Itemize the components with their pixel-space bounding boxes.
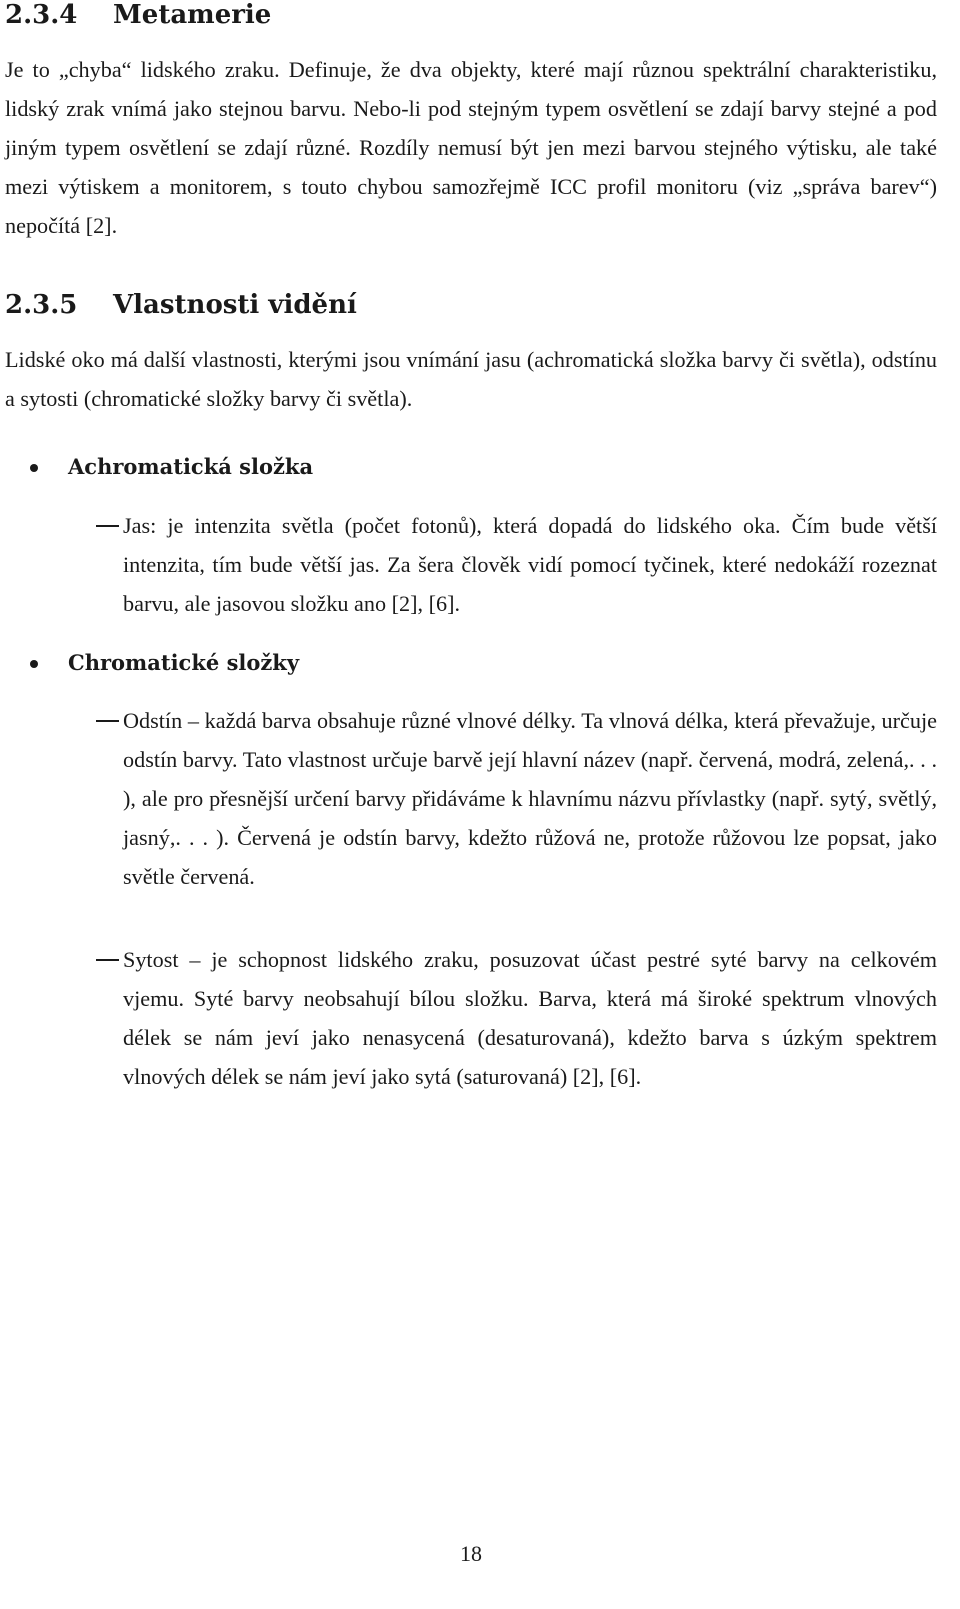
section-title: Vlastnosti vidění <box>113 290 357 320</box>
sub-item-odstin <box>5 701 937 896</box>
metamerie-paragraph: Je to „chyba“ lidského zraku. Definuje, že dva objekty, které mají různou spektrální charakteristiku, lidský zrak vnímá jako stejnou barvu. Nebo-li pod stejným typem osvětlení se zdají barvy stejné a pod jiným typem osvětlení se zdají různé. Rozdíly nemusí být jen mezi barvou stejného výtisku, ale také mezi výtiskem a monitorem, s touto chybou samozřejmě ICC profil monitoru (viz „správa barev“) nepočítá [2]. <box>5 57 937 238</box>
sub-item-text: Sytost – je schopnost lidského zraku, posuzovat účast pestré syté barvy na celkovém vjemu. Syté barvy neobsahují bílou složku. Barva, která má široké spektrum vlnových délek se nám jeví jako nenasycená (desaturovaná), kdežto barva s úzkým spektrem vlnových délek se nám jeví jako sytá (saturovaná) [2], [6]. <box>123 947 937 1089</box>
list-item-label: Achromatická složka <box>68 454 314 479</box>
dash-icon <box>96 525 119 527</box>
sub-item-text: Jas: je intenzita světla (počet fotonů), která dopadá do lidského oka. Čím bude větší intenzita, tím bude větší jas. Za šera člověk vidí pomocí tyčinek, které nedokáží rozeznat barvu, ale jasovou složku ano [2], [6]. <box>123 513 937 616</box>
page-number: 18 <box>460 1541 482 1566</box>
bullet-dot-icon <box>30 464 38 472</box>
section-number: 2.3.4 <box>5 0 78 30</box>
list-item-chromaticke-slozky <box>5 647 937 679</box>
document-page <box>5 0 937 1609</box>
sub-item-jas <box>5 506 937 623</box>
list-item-label: Chromatické složky <box>68 650 300 675</box>
vlastnosti-paragraph: Lidské oko má další vlastnosti, kterými jsou vnímání jasu (achromatická složka barvy či světla), odstínu a sytosti (chromatické složky barvy či světla). <box>5 347 937 411</box>
sub-item-text: Odstín – každá barva obsahuje různé vlnové délky. Ta vlnová délka, která převažuje, určuje odstín barvy. Tato vlastnost určuje barvě její hlavní název (např. červená, modrá, zelená,. . . ), ale pro přesnější určení barvy přidáváme k hlavnímu názvu přívlastky (např. sytý, světlý, jasný,. . . ). Červená je odstín barvy, kdežto růžová ne, protože růžovou lze popsat, jako světle červená. <box>123 708 937 889</box>
section-heading-vlastnosti-videni <box>5 290 357 320</box>
list-item-achromaticka-slozka <box>5 451 937 483</box>
section-title: Metamerie <box>113 0 272 30</box>
dash-icon <box>96 959 119 961</box>
section-heading-metamerie <box>5 0 271 30</box>
section-number: 2.3.5 <box>5 290 78 320</box>
bullet-dot-icon <box>30 660 38 668</box>
sub-item-sytost <box>5 940 937 1096</box>
dash-icon <box>96 720 119 722</box>
